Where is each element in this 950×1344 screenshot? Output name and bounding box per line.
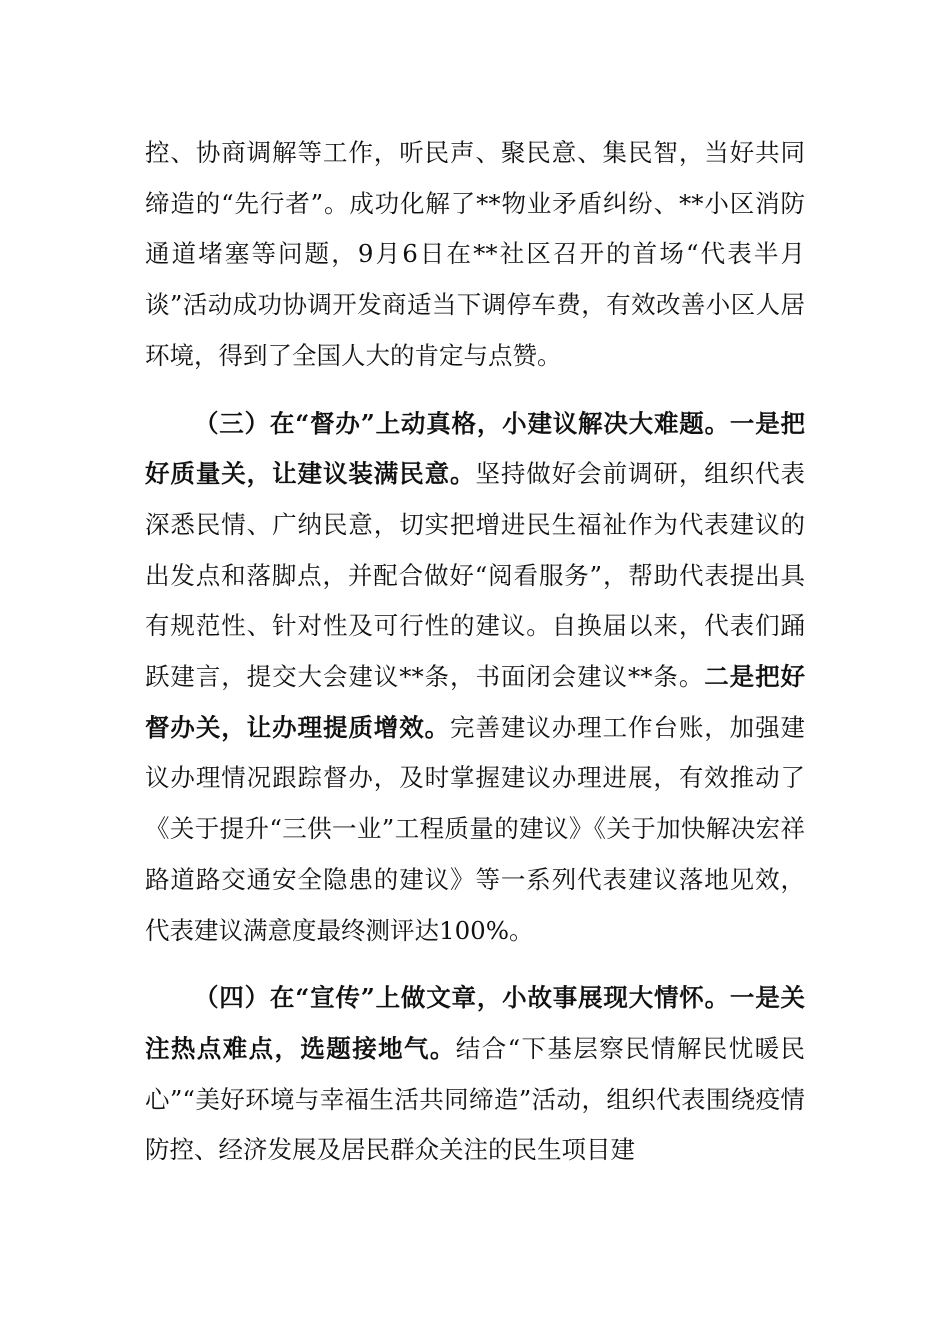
paragraph-1-text: 控、协商调解等工作，听民声、聚民意、集民智，当好共同缔造的“先行者”。成功化解了**物业矛盾纠纷、**小区消防通道堵塞等问题，9月6日在**社区召开的首场“代表半月谈”活动成功协调开发商适当下调停车费，有效改善小区人居环境，得到了全国人大的肯定与点赞。 (145, 138, 805, 370)
paragraph-1 (145, 128, 805, 382)
paragraph-3 (145, 973, 805, 1176)
paragraph-2-text-b: 完善建议办理工作台账，加强建议办理情况跟踪督办，及时掌握建议办理进展，有效推动了《关于提升“三供一业”工程质量的建议》《关于加快解决宏祥路道路交通安全隐患的建议》等一系列代表建议落地见效，代表建议满意度最终测评达100%。 (145, 712, 806, 945)
section-3-heading: （三）在“督办”上动真格，小建议解决大难题。一是把好质量关，让建议装满民意。 (145, 408, 805, 489)
paragraph-2-text-a: 坚持做好会前调研，组织代表深悉民情、广纳民意，切实把增进民生福祉作为代表建议的出发点和落脚点，并配合做好“阅看服务”，帮助代表提出具有规范性、针对性及可行性的建议。自换届以来，代表们踊跃建言，提交大会建议**条，书面闭会建议**条。 (145, 459, 806, 692)
section-3-subheading-2: 二是把好督办关，让办理提质增效。 (145, 662, 806, 742)
paragraph-2 (145, 399, 805, 957)
document-page (145, 128, 805, 1176)
paragraph-3-text: 结合“下基层察民情解民忧暖民心”“美好环境与幸福生活共同缔造”活动，组织代表围绕疫情防控、经济发展及居民群众关注的民生项目建 (145, 1033, 806, 1165)
section-4-heading: （四）在“宣传”上做文章，小故事展现大情怀。一是关注热点难点，选题接地气。 (145, 983, 805, 1063)
